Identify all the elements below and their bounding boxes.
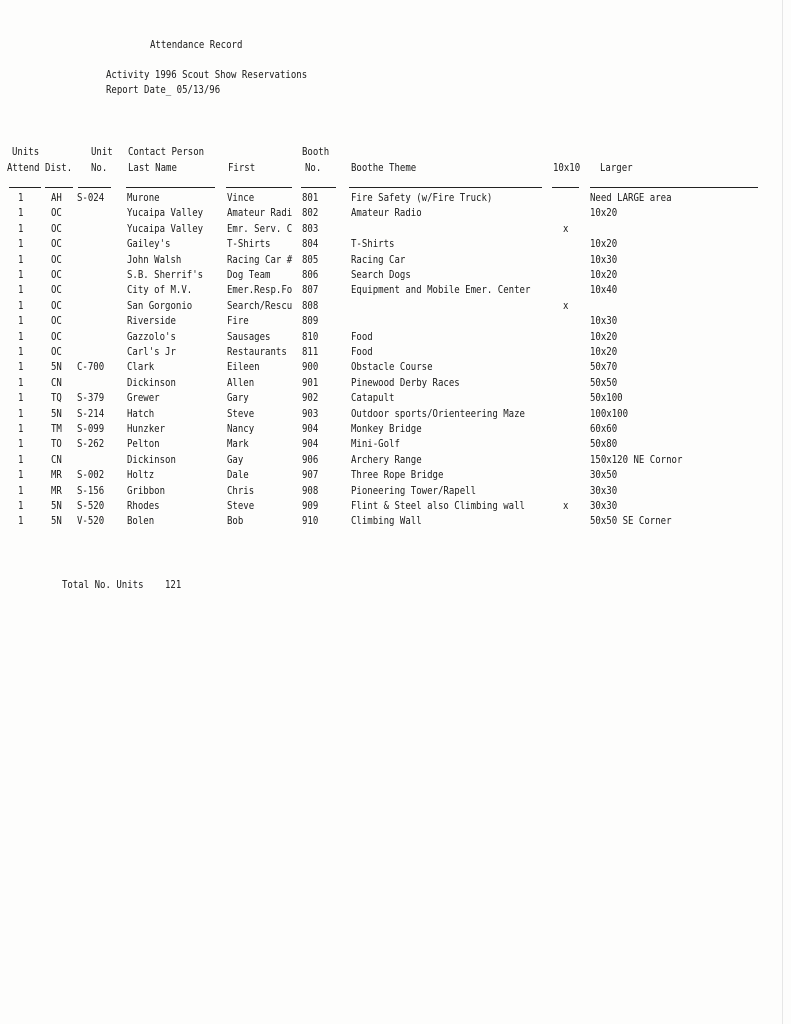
cell-unit-no: S-156 (77, 484, 105, 497)
cell-attend: 1 (18, 299, 24, 312)
cell-theme: Pioneering Tower/Rapell (351, 484, 477, 497)
header-rule (126, 187, 215, 188)
cell-theme: Food (351, 346, 373, 358)
cell-theme: Catapult (351, 392, 395, 405)
cell-booth-no: 808 (302, 299, 319, 312)
cell-booth-no: 904 (302, 423, 319, 435)
cell-dist: OC (51, 299, 62, 312)
cell-booth-no: 807 (302, 284, 319, 297)
cell-dist: 5N (51, 500, 62, 512)
cell-dist: CN (51, 453, 62, 466)
header-first: First (228, 162, 256, 174)
cell-theme: Flint & Steel also Climbing wall (351, 500, 525, 512)
cell-attend: 1 (18, 330, 24, 343)
page-title: Attendance Record (150, 39, 243, 51)
cell-first-name: Sausages (227, 330, 271, 343)
cell-first-name: Racing Car # (227, 253, 293, 266)
header-last-name: Last Name (128, 162, 177, 174)
cell-attend: 1 (18, 253, 24, 266)
cell-unit-no: V-520 (77, 515, 105, 528)
cell-booth-no: 904 (302, 438, 319, 451)
cell-booth-no: 801 (302, 192, 319, 204)
cell-larger: 30x30 (590, 484, 618, 497)
cell-theme: Search Dogs (351, 269, 411, 281)
cell-theme: Three Rope Bridge (351, 469, 444, 482)
cell-unit-no: S-002 (77, 469, 105, 482)
cell-last-name: Gailey's (127, 238, 171, 251)
cell-theme: T-Shirts (351, 238, 395, 251)
cell-larger: 10x20 (590, 238, 618, 251)
page-edge (782, 0, 783, 1024)
cell-unit-no: S-099 (77, 423, 105, 435)
cell-first-name: Gay (227, 453, 244, 466)
cell-last-name: Holtz (127, 469, 155, 482)
header-units: Units (12, 146, 40, 158)
cell-last-name: Hunzker (127, 423, 166, 435)
header-contact-person: Contact Person (128, 146, 205, 158)
cell-dist: OC (51, 315, 62, 328)
cell-last-name: San Gorgonio (127, 299, 193, 312)
cell-first-name: Nancy (227, 423, 255, 435)
header-rule (552, 187, 579, 188)
cell-first-name: Emer.Resp.Fo (227, 284, 293, 297)
cell-attend: 1 (18, 269, 24, 281)
table-row (0, 300, 791, 315)
cell-first-name: Dog Team (227, 269, 271, 281)
table-row (0, 408, 791, 423)
header-rule (590, 187, 758, 188)
table-row (0, 423, 791, 438)
header-rule (78, 187, 111, 188)
cell-unit-no: S-262 (77, 438, 105, 451)
cell-dist: OC (51, 207, 62, 220)
cell-booth-no: 811 (302, 346, 319, 358)
cell-last-name: Yucaipa Valley (127, 207, 204, 220)
cell-first-name: Allen (227, 376, 255, 389)
cell-attend: 1 (18, 207, 24, 220)
cell-dist: TO (51, 438, 62, 451)
header-booth: Booth (302, 146, 330, 158)
cell-last-name: Gazzolo's (127, 330, 176, 343)
cell-booth-no: 810 (302, 330, 319, 343)
table-row (0, 269, 791, 284)
cell-unit-no: C-700 (77, 361, 105, 374)
header-booth-no: No. (305, 162, 322, 174)
table-row (0, 377, 791, 392)
table-row (0, 254, 791, 269)
cell-dist: OC (51, 238, 62, 251)
cell-10x10: x (563, 222, 569, 235)
cell-last-name: Murone (127, 192, 160, 204)
cell-dist: 5N (51, 515, 62, 528)
cell-dist: MR (51, 469, 62, 482)
cell-larger: 30x50 (590, 469, 618, 482)
cell-dist: 5N (51, 407, 62, 420)
table-row (0, 500, 791, 515)
cell-dist: AH (51, 192, 62, 204)
cell-larger: 30x30 (590, 500, 618, 512)
cell-attend: 1 (18, 407, 24, 420)
cell-theme: Amateur Radio (351, 207, 422, 220)
header-10x10: 10x10 (553, 162, 581, 174)
cell-attend: 1 (18, 392, 24, 405)
cell-theme: Mini-Golf (351, 438, 400, 451)
cell-booth-no: 809 (302, 315, 319, 328)
cell-last-name: Yucaipa Valley (127, 222, 204, 235)
cell-last-name: Riverside (127, 315, 176, 328)
cell-booth-no: 804 (302, 238, 319, 251)
table-row (0, 223, 791, 238)
cell-last-name: Carl's Jr (127, 346, 176, 358)
cell-attend: 1 (18, 469, 24, 482)
cell-larger: 10x40 (590, 284, 618, 297)
cell-last-name: Clark (127, 361, 155, 374)
cell-theme: Obstacle Course (351, 361, 433, 374)
cell-attend: 1 (18, 192, 24, 204)
total-units-label: Total No. Units (62, 579, 144, 591)
table-row (0, 485, 791, 500)
cell-attend: 1 (18, 284, 24, 297)
cell-theme: Pinewood Derby Races (351, 376, 460, 389)
cell-last-name: Hatch (127, 407, 155, 420)
cell-booth-no: 803 (302, 222, 319, 235)
cell-dist: OC (51, 284, 62, 297)
cell-booth-no: 902 (302, 392, 319, 405)
table-row (0, 515, 791, 530)
activity-line: Activity 1996 Scout Show Reservations (106, 69, 308, 81)
cell-first-name: Gary (227, 392, 249, 405)
cell-dist: 5N (51, 361, 62, 374)
header-rule (226, 187, 292, 188)
cell-booth-no: 908 (302, 484, 319, 497)
cell-booth-no: 910 (302, 515, 319, 528)
cell-larger: 10x30 (590, 315, 618, 328)
cell-unit-no: S-024 (77, 192, 105, 204)
table-row (0, 346, 791, 361)
cell-attend: 1 (18, 238, 24, 251)
cell-first-name: Vince (227, 192, 255, 204)
table-row (0, 207, 791, 222)
table-row (0, 438, 791, 453)
cell-larger: 10x20 (590, 346, 618, 358)
cell-dist: OC (51, 346, 62, 358)
cell-first-name: Dale (227, 469, 249, 482)
cell-larger: 50x100 (590, 392, 623, 405)
header-rule (9, 187, 41, 188)
cell-larger: 50x80 (590, 438, 618, 451)
header-rule (301, 187, 336, 188)
cell-larger: 10x30 (590, 253, 618, 266)
table-row (0, 331, 791, 346)
cell-last-name: City of M.V. (127, 284, 193, 297)
cell-10x10: x (563, 299, 569, 312)
cell-first-name: Restaurants (227, 346, 287, 358)
table-row (0, 454, 791, 469)
cell-larger: 50x50 (590, 376, 618, 389)
cell-booth-no: 805 (302, 253, 319, 266)
cell-unit-no: S-520 (77, 500, 105, 512)
cell-theme: Monkey Bridge (351, 423, 422, 435)
cell-booth-no: 906 (302, 453, 319, 466)
cell-theme: Food (351, 330, 373, 343)
cell-first-name: Amateur Radi (227, 207, 293, 220)
cell-attend: 1 (18, 315, 24, 328)
cell-theme: Outdoor sports/Orienteering Maze (351, 407, 525, 420)
cell-larger: 10x20 (590, 330, 618, 343)
cell-theme: Climbing Wall (351, 515, 422, 528)
cell-attend: 1 (18, 222, 24, 235)
cell-booth-no: 802 (302, 207, 319, 220)
cell-first-name: Chris (227, 484, 255, 497)
cell-dist: OC (51, 269, 62, 281)
report-date-line: Report Date_ 05/13/96 (106, 84, 221, 96)
cell-larger: 60x60 (590, 423, 618, 435)
table-row (0, 469, 791, 484)
cell-dist: OC (51, 253, 62, 266)
header-theme: Boothe Theme (351, 162, 417, 174)
table-row (0, 392, 791, 407)
cell-booth-no: 909 (302, 500, 319, 512)
header-dist: Dist. (45, 162, 73, 174)
cell-larger: 10x20 (590, 207, 618, 220)
cell-first-name: Steve (227, 407, 255, 420)
header-unit: Unit (91, 146, 113, 158)
cell-booth-no: 907 (302, 469, 319, 482)
total-units-value: 121 (165, 579, 182, 591)
cell-first-name: T-Shirts (227, 238, 271, 251)
cell-last-name: John Walsh (127, 253, 182, 266)
header-unit-no: No. (91, 162, 108, 174)
cell-last-name: Dickinson (127, 453, 176, 466)
cell-booth-no: 903 (302, 407, 319, 420)
cell-attend: 1 (18, 361, 24, 374)
cell-last-name: Rhodes (127, 500, 160, 512)
cell-attend: 1 (18, 484, 24, 497)
table-row (0, 361, 791, 376)
cell-attend: 1 (18, 515, 24, 528)
cell-last-name: Dickinson (127, 376, 176, 389)
cell-dist: MR (51, 484, 62, 497)
cell-larger: 50x70 (590, 361, 618, 374)
cell-10x10: x (563, 500, 569, 512)
cell-dist: TM (51, 423, 62, 435)
cell-first-name: Emr. Serv. C (227, 222, 293, 235)
cell-dist: CN (51, 376, 62, 389)
header-attend: Attend (7, 162, 40, 174)
cell-larger: Need LARGE area (590, 192, 672, 204)
cell-dist: TQ (51, 392, 62, 405)
header-rule (45, 187, 73, 188)
cell-theme: Equipment and Mobile Emer. Center (351, 284, 531, 297)
cell-theme: Archery Range (351, 453, 422, 466)
cell-first-name: Search/Rescu (227, 299, 293, 312)
cell-larger: 50x50 SE Corner (590, 515, 672, 528)
table-row (0, 315, 791, 330)
cell-attend: 1 (18, 500, 24, 512)
cell-attend: 1 (18, 376, 24, 389)
header-larger: Larger (600, 162, 633, 174)
cell-booth-no: 901 (302, 376, 319, 389)
cell-last-name: Grewer (127, 392, 160, 405)
cell-booth-no: 900 (302, 361, 319, 374)
cell-last-name: S.B. Sherrif's (127, 269, 204, 281)
cell-first-name: Mark (227, 438, 249, 451)
cell-attend: 1 (18, 423, 24, 435)
cell-last-name: Bolen (127, 515, 155, 528)
cell-larger: 100x100 (590, 407, 629, 420)
cell-last-name: Gribbon (127, 484, 166, 497)
cell-booth-no: 806 (302, 269, 319, 281)
cell-first-name: Steve (227, 500, 255, 512)
cell-first-name: Bob (227, 515, 244, 528)
cell-theme: Racing Car (351, 253, 406, 266)
cell-dist: OC (51, 330, 62, 343)
cell-last-name: Pelton (127, 438, 160, 451)
cell-unit-no: S-214 (77, 407, 105, 420)
table-row (0, 238, 791, 253)
cell-dist: OC (51, 222, 62, 235)
table-row (0, 284, 791, 299)
cell-first-name: Fire (227, 315, 249, 328)
cell-larger: 10x20 (590, 269, 618, 281)
cell-attend: 1 (18, 453, 24, 466)
cell-first-name: Eileen (227, 361, 260, 374)
cell-unit-no: S-379 (77, 392, 105, 405)
cell-attend: 1 (18, 438, 24, 451)
cell-theme: Fire Safety (w/Fire Truck) (351, 192, 493, 204)
cell-attend: 1 (18, 346, 24, 358)
table-row (0, 192, 791, 207)
header-rule (349, 187, 542, 188)
cell-larger: 150x120 NE Cornor (590, 453, 683, 466)
